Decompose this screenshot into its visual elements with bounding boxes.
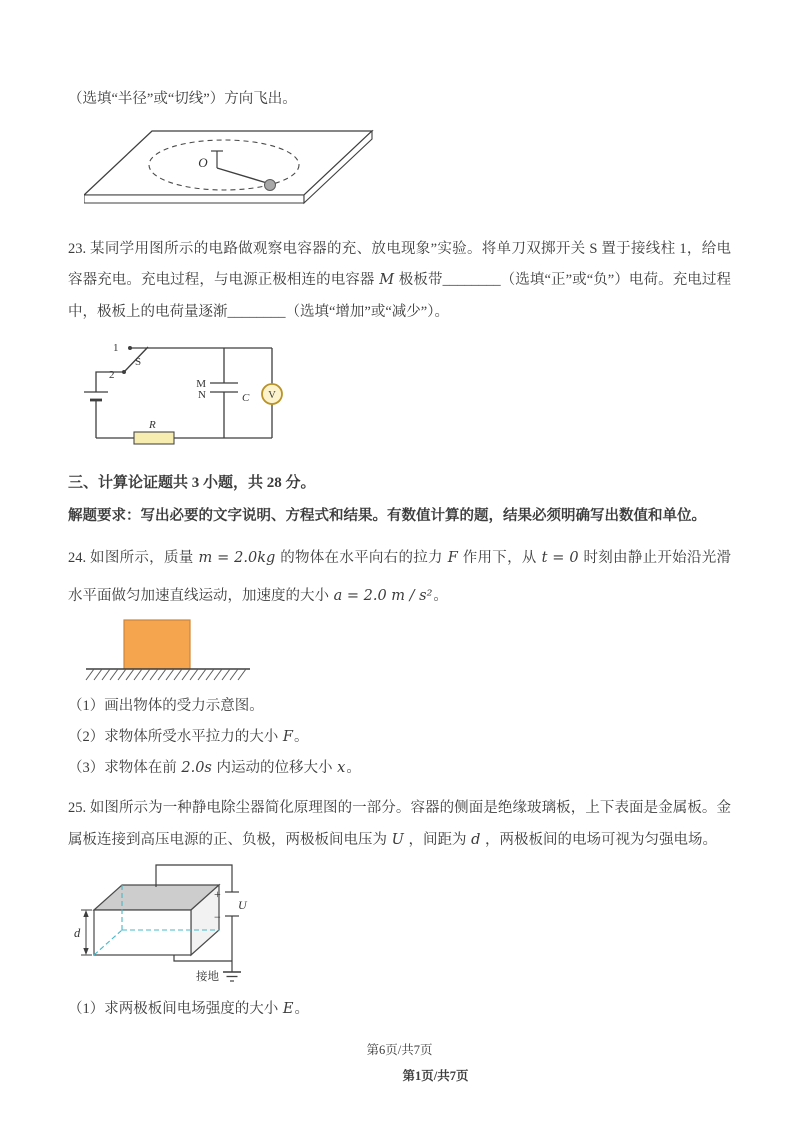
question-22-tail: （选填“半径”或“切线”）方向飞出。 xyxy=(68,91,297,107)
question-24-part-2: （2）求物体所受水平拉力的大小 F。 xyxy=(68,729,309,746)
ground-icon xyxy=(223,972,241,981)
figure-capacitor-circuit xyxy=(82,334,731,457)
arrow-up-icon xyxy=(83,910,88,917)
plate-n-label: N xyxy=(198,388,206,401)
battery-icon xyxy=(84,392,108,400)
page-footer-total: 第1页/共7页 xyxy=(402,1068,469,1083)
question-25-text: 25. 如图所示为一种静电除尘器简化原理图的一部分。容器的侧面是绝缘玻璃板，上下表面是金属板。金属板连接到高压电源的正、负极，两极板间电压为 U ，间距为 d ，两极板间的电场可视为匀强电场。 xyxy=(68,800,731,848)
question-24-part-3: （3）求物体在前 2.0s 内运动的位移大小 x。 xyxy=(68,760,361,777)
section-3-heading: 三、计算论证题共 3 小题，共 28 分。 xyxy=(68,474,316,491)
ground-label: 接地 xyxy=(196,970,219,983)
origin-label: O xyxy=(198,155,208,171)
answer-requirements: 解题要求：写出必要的文字说明、方程式和结果。有数值计算的题，结果必须明确写出数值和单位。 xyxy=(68,507,706,524)
capacitor-label: C xyxy=(242,391,250,404)
pendulum-ball xyxy=(265,180,276,191)
plate-m-label: M xyxy=(196,377,206,390)
pendulum-plate-drawing xyxy=(84,125,374,223)
circuit-drawing xyxy=(82,334,297,452)
contact-2-label: 2 xyxy=(109,368,115,381)
plate-top-face xyxy=(84,131,372,195)
minus-label: − xyxy=(214,909,221,924)
resistor-box xyxy=(134,432,174,444)
plus-label: + xyxy=(214,886,221,901)
question-23-text: 23. 某同学用图所示的电路做观察电容器的充、放电现象”实验。将单刀双掷开关 S 置于接线柱 1，给电容器充电。充电过程，与电源正极相连的电容器 M 极板带________（选填“正”或“负”）电荷。充电过程中，极板上的电荷量逐渐________（选填“增加”或“减少”）。 xyxy=(68,241,731,320)
figure-pendulum-plate xyxy=(84,125,731,228)
page-footer-current: 第6页/共7页 xyxy=(366,1042,433,1057)
distance-label: d xyxy=(74,925,81,940)
block xyxy=(124,620,190,669)
voltage-label: U xyxy=(238,897,247,912)
plate-front-edge xyxy=(84,195,304,203)
arrow-down-icon xyxy=(83,948,88,955)
precipitator-drawing xyxy=(74,860,266,988)
block-drawing xyxy=(84,617,254,685)
contact-1-terminal xyxy=(128,346,132,350)
question-24-part-1: （1）画出物体的受力示意图。 xyxy=(68,698,264,715)
voltmeter-label: V xyxy=(268,389,276,401)
ground-hatching xyxy=(86,669,246,680)
figure-block-on-ground xyxy=(84,617,731,690)
contact-2-terminal xyxy=(122,370,126,374)
question-25-part-1: （1）求两极板间电场强度的大小 E。 xyxy=(68,1000,309,1017)
question-24-text: 24. 如图所示，质量 m = 2.0kg 的物体在水平向右的拉力 F 作用下，从 t = 0 时刻由静止开始沿光滑水平面做匀加速直线运动，加速度的大小 a = 2.0 m / s²。 xyxy=(68,550,732,604)
contact-1-label: 1 xyxy=(113,341,119,354)
switch-label: S xyxy=(135,355,142,368)
figure-precipitator-box xyxy=(74,860,731,993)
resistor-label: R xyxy=(149,418,156,431)
box-front-face xyxy=(94,910,191,955)
